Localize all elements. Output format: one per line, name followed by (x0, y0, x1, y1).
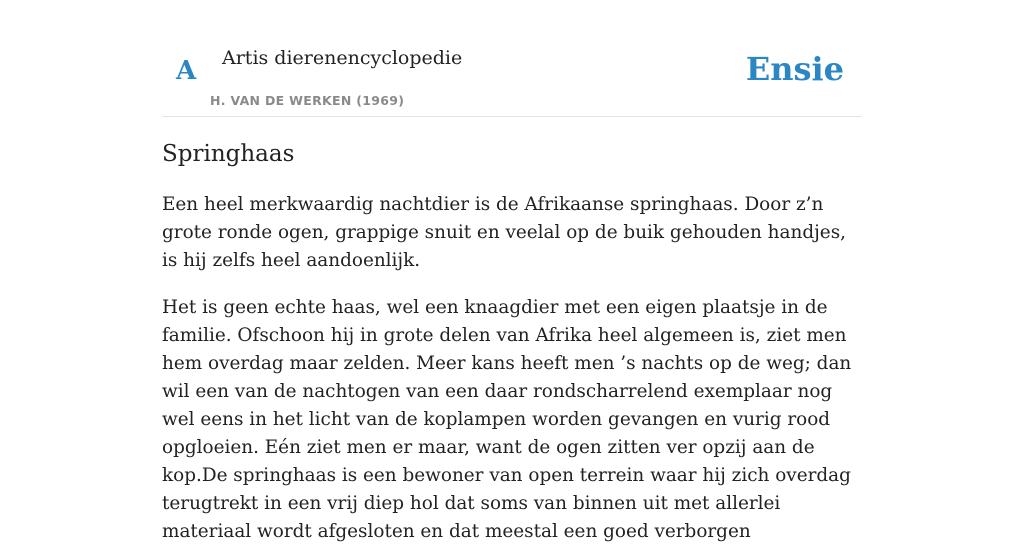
book-header (162, 0, 862, 117)
ensie-logo[interactable]: Ensie (745, 50, 844, 88)
entry-body (162, 191, 862, 546)
book-title[interactable]: Artis dierenencyclopedie (222, 47, 463, 69)
entry-content (162, 136, 862, 546)
entry-title: Springhaas (162, 141, 295, 167)
entry-paragraph-2: Het is geen echte haas, wel een knaagdier met een eigen plaatsje in de familie. Ofschoon hij in grote delen van Afrika heel algemeen is, ziet men hem overdag maar zelden. Meer kans heeft men ’s nachts op de weg; dan wil een van de nachtogen van een daar rondscharrelend exemplaar nog wel eens in het licht van de koplampen worden gevangen en vurig rood opgloeien. Eén ziet men er maar, want de ogen zitten ver opzij aan de kop.De springhaas is een bewoner van open terrein waar hij zich overdag terugtrekt in een vrij diep hol dat soms van binnen uit met allerlei materiaal wordt afgesloten en dat meestal een goed verborgen (162, 297, 852, 542)
entry-paragraph-1: Een heel merkwaardig nachtdier is de Afrikaanse springhaas. Door z’n grote ronde ogen, grappige snuit en veelal op de buik gehouden handjes, is hij zelfs heel aandoenlijk. (162, 194, 846, 271)
letter-index-link[interactable]: A (176, 56, 197, 86)
book-author: H. VAN DE WERKEN (1969) (210, 93, 405, 108)
